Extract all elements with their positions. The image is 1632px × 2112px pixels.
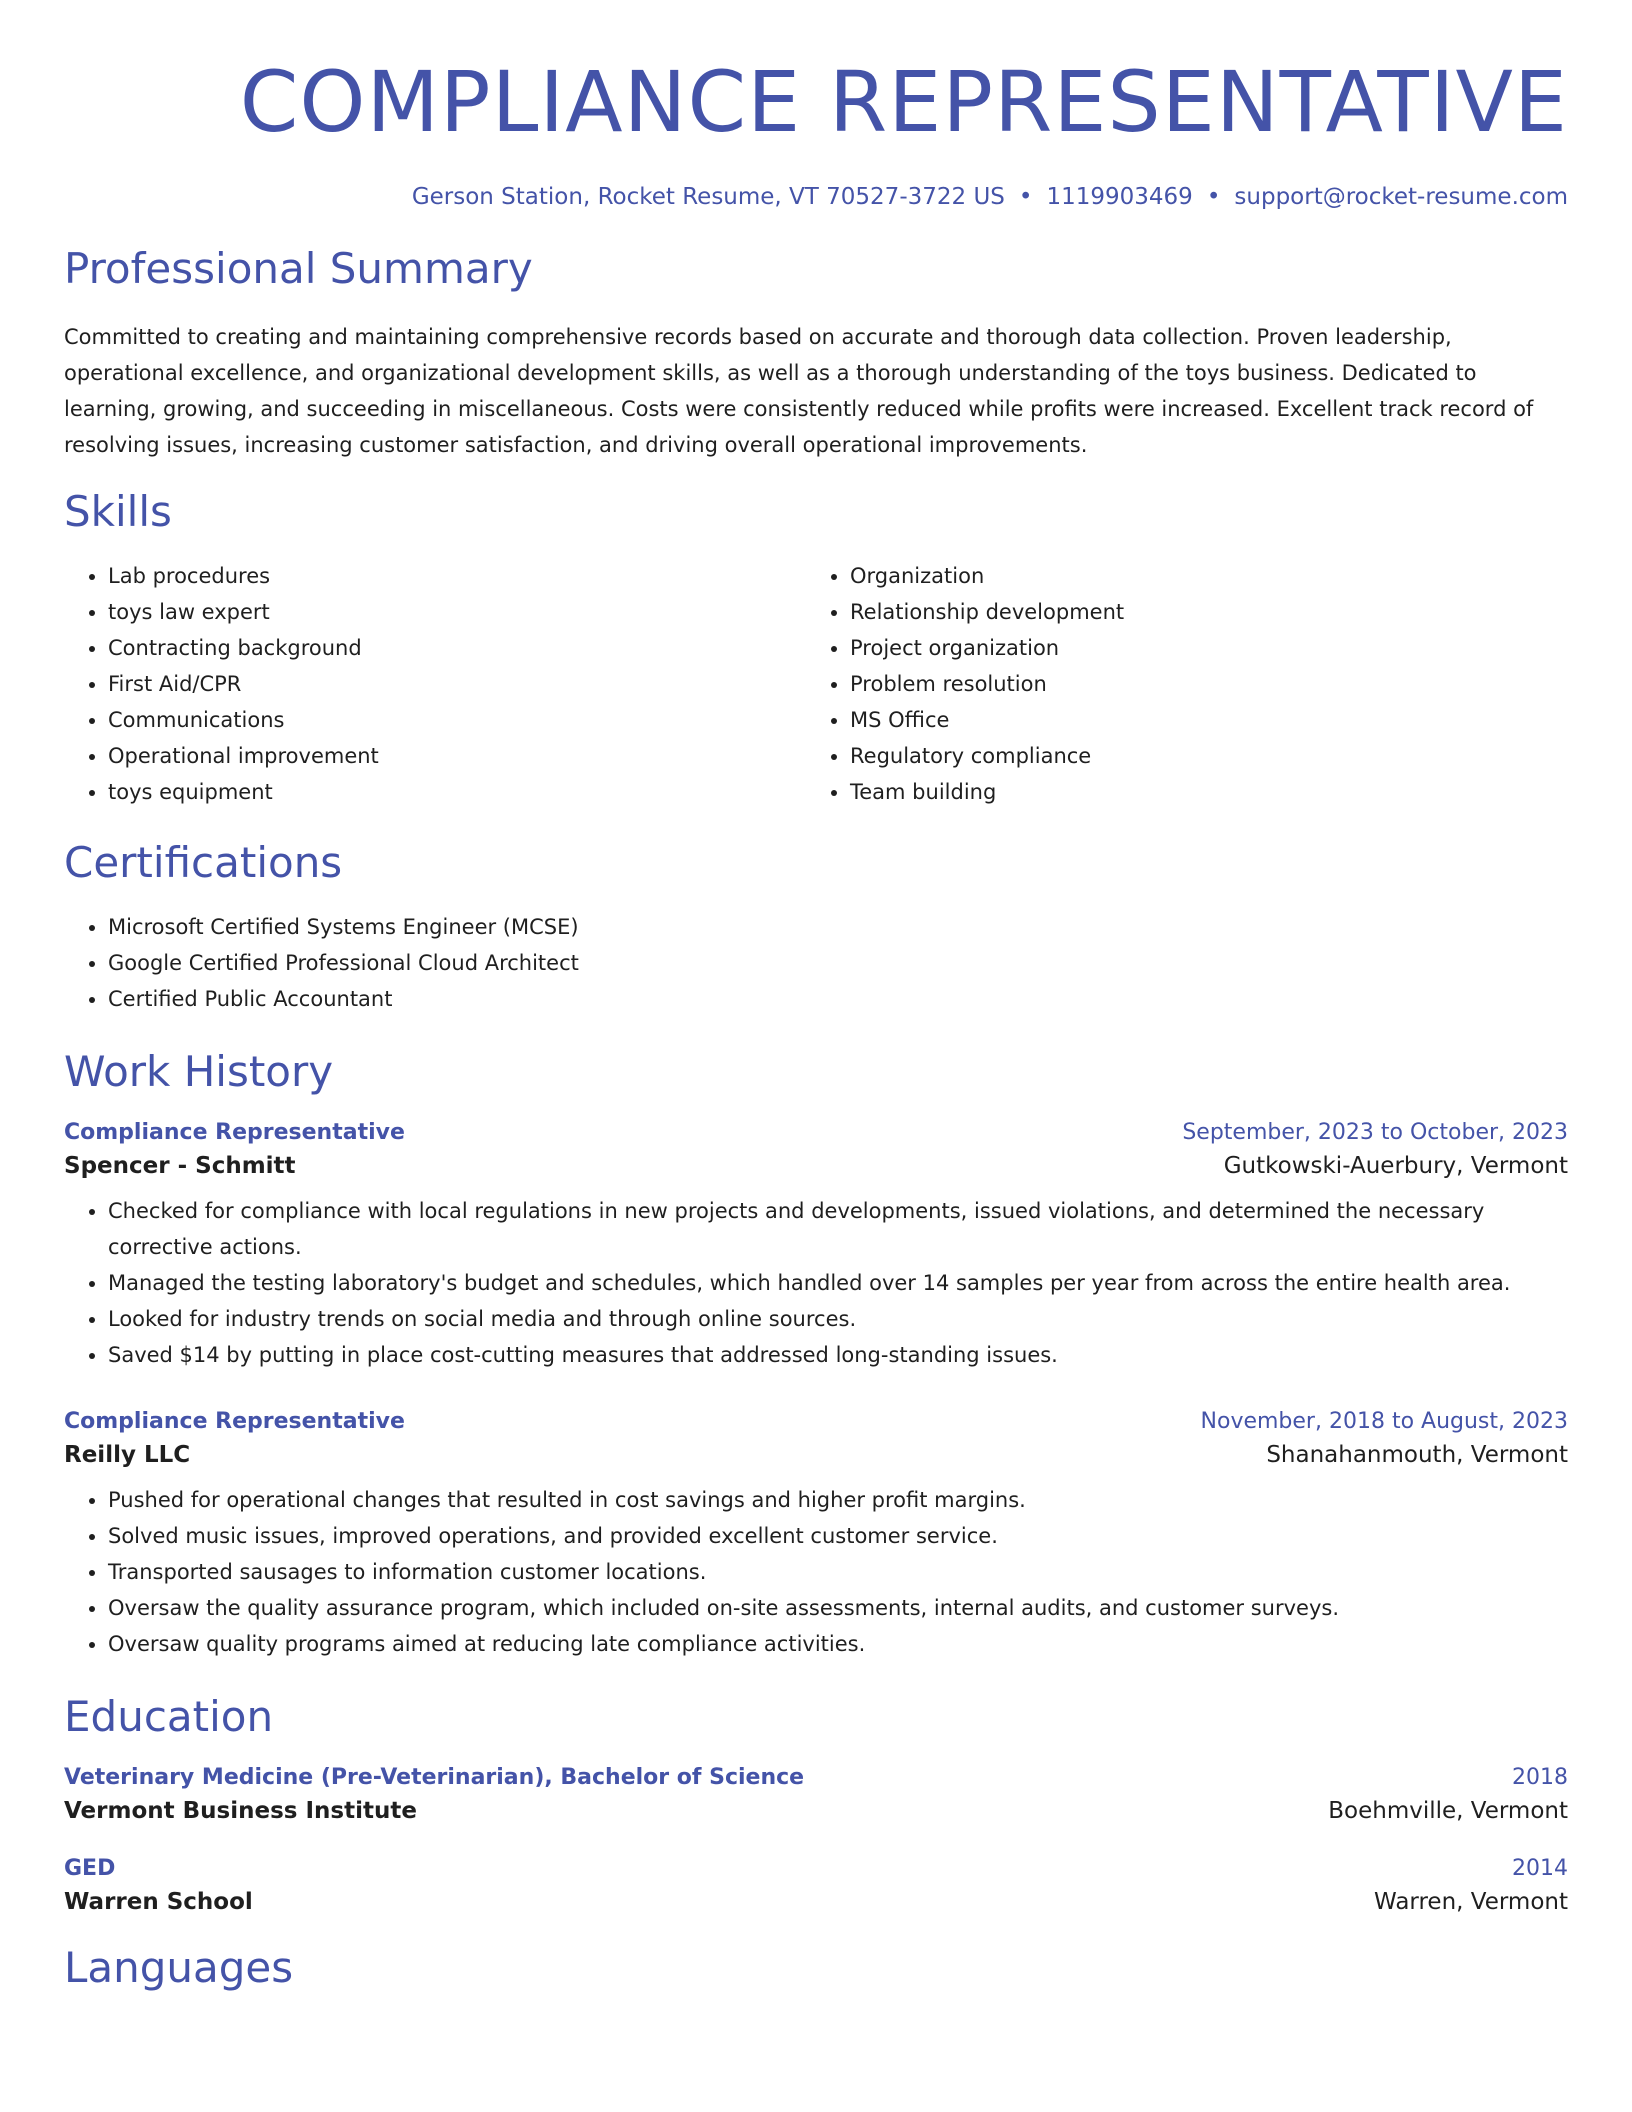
certification-item: • Certified Public Accountant	[108, 981, 1568, 1017]
skill-item: • toys law expert	[108, 594, 806, 630]
contact-address: Gerson Station, Rocket Resume, VT 70527-3722 US	[411, 184, 1005, 210]
job-title: Compliance Representative	[64, 1409, 405, 1434]
job-subheader	[64, 1153, 1568, 1179]
job-duty: • Oversaw quality programs aimed at reducing late compliance activities.	[108, 1626, 1568, 1662]
job-duty: • Solved music issues, improved operations, and provided excellent customer service.	[108, 1518, 1568, 1554]
contact-line	[64, 184, 1568, 210]
education-header	[64, 1765, 1568, 1790]
school-name: Vermont Business Institute	[64, 1798, 417, 1824]
job-dates: September, 2023 to October, 2023	[1182, 1120, 1568, 1145]
summary-text: Committed to creating and maintaining comprehensive records based on accurate and thorough data collection. Proven leadership, operational excellence, and organizational development skills, as well as a thorough understanding of the toys business. Dedicated to learning, growing, and succeeding in miscellaneous. Costs were consistently reduced while profits were increased. Excellent track record of resolving issues, increasing customer satisfaction, and driving overall operational improvements.	[64, 325, 1534, 457]
school-name: Warren School	[64, 1889, 253, 1915]
job-duties	[64, 1482, 1568, 1662]
job-duty: • Saved $14 by putting in place cost-cutting measures that addressed long-standing issues.	[108, 1337, 1568, 1373]
education-header	[64, 1856, 1568, 1881]
education-heading: Education	[64, 1692, 274, 1741]
skills-column-right	[806, 558, 1548, 810]
job-location: Gutkowski-Auerbury, Vermont	[1223, 1153, 1568, 1179]
job-location: Shanahanmouth, Vermont	[1266, 1442, 1568, 1468]
skills-heading: Skills	[64, 487, 172, 536]
skill-item: • Organization	[850, 558, 1548, 594]
job-header	[64, 1409, 1568, 1434]
contact-phone: 1119903469	[1046, 184, 1193, 210]
job-header	[64, 1120, 1568, 1145]
contact-separator: •	[1206, 184, 1221, 210]
job-duties	[64, 1193, 1568, 1373]
resume-page	[64, 0, 1568, 1992]
job-duty: • Managed the testing laboratory's budget and schedules, which handled over 14 samples per year from across the entire health area.	[108, 1265, 1568, 1301]
graduation-year: 2014	[1512, 1856, 1568, 1881]
candidate-name: COMPLIANCE REPRESENTATIVE	[239, 53, 1568, 151]
skill-item: • Team building	[850, 774, 1548, 810]
job-duty: • Transported sausages to information customer locations.	[108, 1554, 1568, 1590]
contact-separator: •	[1018, 184, 1033, 210]
job-dates: November, 2018 to August, 2023	[1200, 1409, 1568, 1434]
job-entry	[64, 1120, 1568, 1373]
skill-item: • Communications	[108, 702, 806, 738]
job-duty: • Looked for industry trends on social media and through online sources.	[108, 1301, 1568, 1337]
school-location: Warren, Vermont	[1374, 1889, 1568, 1915]
certifications-list	[64, 909, 1568, 1017]
degree: Veterinary Medicine (Pre-Veterinarian), Bachelor of Science	[64, 1765, 805, 1790]
job-title: Compliance Representative	[64, 1120, 405, 1145]
education-subheader	[64, 1798, 1568, 1824]
skill-item: • Operational improvement	[108, 738, 806, 774]
job-company: Reilly LLC	[64, 1442, 191, 1468]
graduation-year: 2018	[1512, 1765, 1568, 1790]
education-entry	[64, 1765, 1568, 1824]
skill-item: • Lab procedures	[108, 558, 806, 594]
skill-item: • First Aid/CPR	[108, 666, 806, 702]
certifications-heading: Certifications	[64, 838, 343, 887]
languages-heading: Languages	[64, 1943, 294, 1992]
skill-item: • MS Office	[850, 702, 1548, 738]
summary-heading: Professional Summary	[64, 244, 533, 293]
job-duty: • Pushed for operational changes that resulted in cost savings and higher profit margins.	[108, 1482, 1568, 1518]
skill-item: • Relationship development	[850, 594, 1548, 630]
skill-item: • toys equipment	[108, 774, 806, 810]
job-duty: • Checked for compliance with local regulations in new projects and developments, issued violations, and determined the necessary corrective actions.	[108, 1193, 1568, 1265]
certification-item: • Microsoft Certified Systems Engineer (MCSE)	[108, 909, 1568, 945]
education-entry	[64, 1856, 1568, 1915]
skill-item: • Regulatory compliance	[850, 738, 1548, 774]
education-subheader	[64, 1889, 1568, 1915]
skill-item: • Project organization	[850, 630, 1548, 666]
skills-list	[64, 558, 1568, 810]
skill-item: • Problem resolution	[850, 666, 1548, 702]
job-subheader	[64, 1442, 1568, 1468]
contact-email[interactable]: support@rocket-resume.com	[1234, 184, 1568, 210]
skills-column-left	[64, 558, 806, 810]
job-entry	[64, 1409, 1568, 1662]
job-company: Spencer - Schmitt	[64, 1153, 296, 1179]
job-duty: • Oversaw the quality assurance program, which included on-site assessments, internal audits, and customer surveys.	[108, 1590, 1568, 1626]
skill-item: • Contracting background	[108, 630, 806, 666]
degree: GED	[64, 1856, 116, 1881]
school-location: Boehmville, Vermont	[1328, 1798, 1568, 1824]
certification-item: • Google Certified Professional Cloud Architect	[108, 945, 1568, 981]
work-history-heading: Work History	[64, 1047, 334, 1096]
